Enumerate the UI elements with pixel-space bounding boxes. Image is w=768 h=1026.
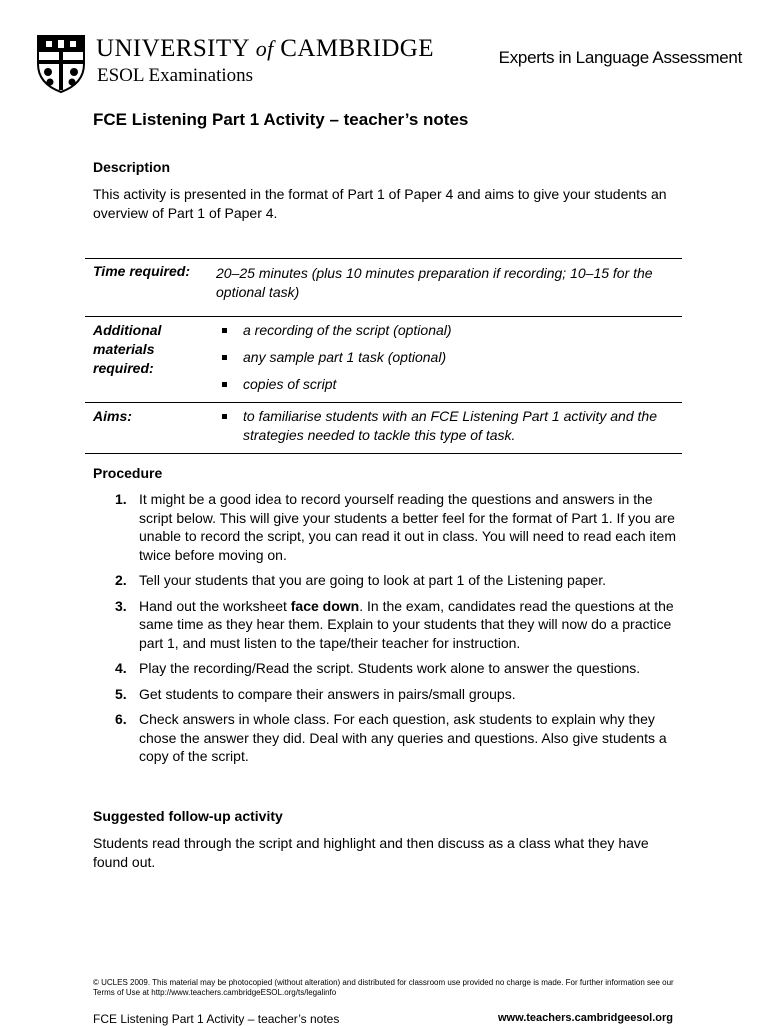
university-crest-logo	[36, 34, 86, 94]
description-text: This activity is presented in the format of Part 1 of Paper 4 and aims to give your students an overview of Part 1 of Paper 4.	[93, 186, 667, 221]
page-title: FCE Listening Part 1 Activity – teacher’s notes	[93, 110, 469, 129]
followup-heading: Suggested follow-up activity	[93, 808, 283, 824]
aims-label: Aims:	[93, 408, 132, 424]
materials-label: Additional materials required:	[93, 322, 162, 376]
university-name: UNIVERSITY of CAMBRIDGE	[96, 35, 434, 62]
footer-website-link[interactable]: www.teachers.cambridgeesol.org	[497, 1012, 673, 1024]
list-item: to familiarise students with an FCE Listening Part 1 activity and the strategies needed to tackle this type of task.	[216, 407, 682, 445]
time-required-value: 20–25 minutes (plus 10 minutes preparation if recording; 10–15 for the optional task)	[216, 265, 653, 300]
list-item: copies of script	[216, 375, 682, 394]
procedure-step: 5. Get students to compare their answers in pairs/small groups.	[115, 685, 516, 702]
procedure-heading: Procedure	[93, 465, 163, 481]
tagline: Experts in Language Assessment	[498, 48, 742, 67]
list-item: a recording of the script (optional)	[216, 321, 682, 340]
description-heading: Description	[93, 159, 171, 175]
procedure-step: 4. Play the recording/Read the script. Students work alone to answer the questions.	[115, 660, 641, 676]
materials-list	[216, 321, 682, 394]
page-header	[36, 34, 746, 98]
procedure-step: 6. Check answers in whole class. For each question, ask students to explain why they chose the answer they did. Deal with any queries and questions. Also give students a copy of the script.	[115, 711, 667, 764]
footer-title: FCE Listening Part 1 Activity – teacher’s notes	[93, 1012, 340, 1026]
procedure-step: 3. Hand out the worksheet face down. In the exam, candidates read the questions at the same time as they hear them. Explain to your students that they will now do a practice part 1, and must listen to the tape/their teacher for instruction.	[115, 597, 674, 651]
copyright-notice: © UCLES 2009. This material may be photocopied (without alteration) and distributed for classroom use provided no charge is made. For further information see our Terms of Use at http://www.teachers.cambridgeESOL.org/ts/legalinfo	[93, 978, 674, 997]
procedure-step: 1. It might be a good idea to record yourself reading the questions and answers in the script below. This will give your students a better feel for the format of Part 1. If you are unable to record the script, you can read it out in class. You will need to read each item twice before moving on.	[115, 491, 676, 563]
time-required-label: Time required:	[93, 263, 190, 279]
table-row-materials	[85, 317, 682, 403]
table-row-aims	[85, 403, 682, 454]
list-item: any sample part 1 task (optional)	[216, 348, 682, 367]
procedure-list	[93, 490, 683, 773]
esol-examinations-label: ESOL Examinations	[97, 65, 254, 86]
followup-text: Students read through the script and highlight and then discuss as a class what they have found out.	[93, 835, 649, 870]
table-row-time	[85, 259, 682, 317]
aims-list	[216, 407, 682, 445]
procedure-step: 2. Tell your students that you are going to look at part 1 of the Listening paper.	[115, 572, 606, 588]
requirements-table	[85, 258, 682, 454]
